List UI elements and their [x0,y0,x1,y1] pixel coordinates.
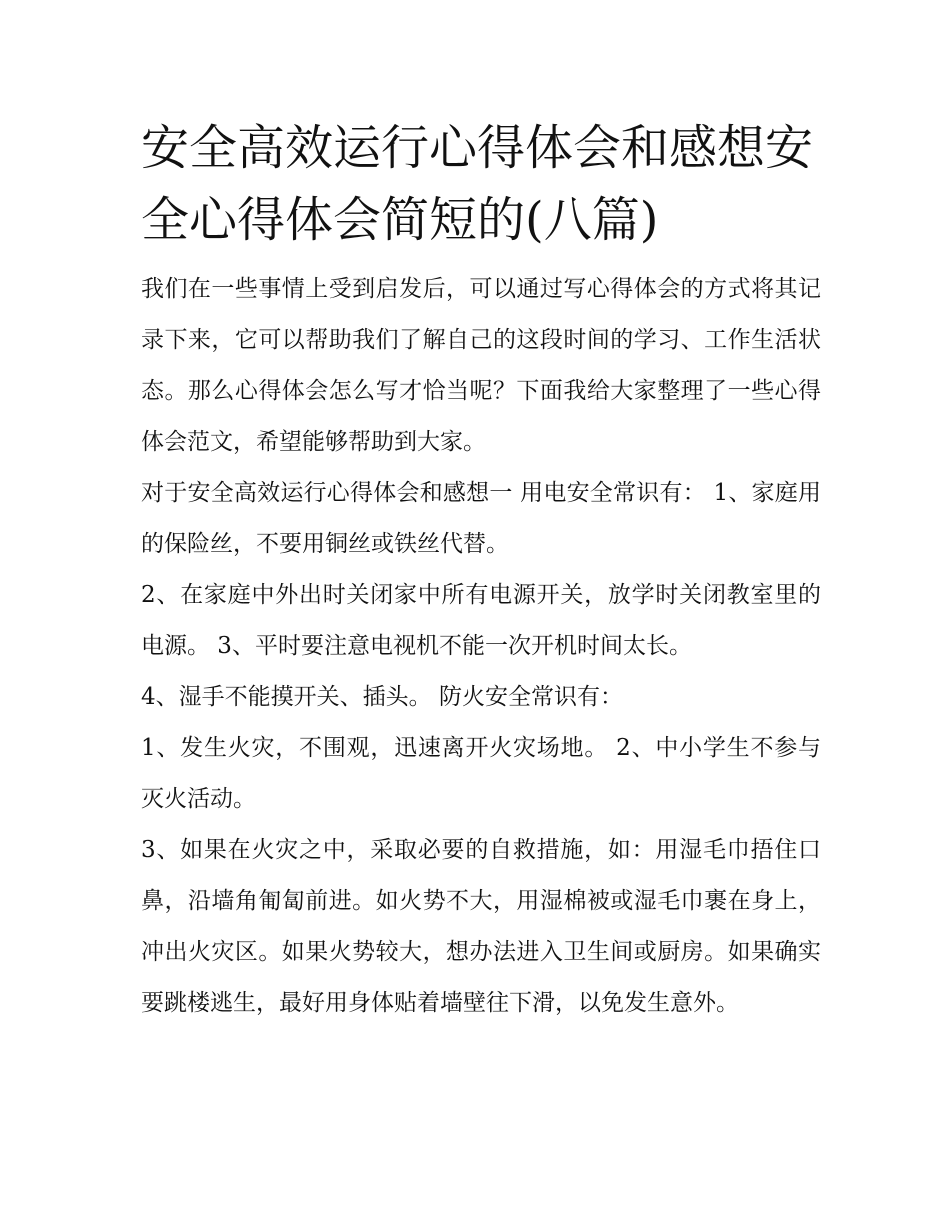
paragraph-electric-safety: 对于安全高效运行心得体会和感想一 用电安全常识有： 1、家庭用的保险丝，不要用铜丝或铁丝代替。 [141,480,821,557]
document-body [141,264,821,1029]
document-page [141,112,821,1029]
paragraph-self-rescue: 3、如果在火灾之中，采取必要的自救措施，如：用湿毛巾捂住口鼻，沿墙角匍匐前进。如火势不大，用湿棉被或湿毛巾裹在身上，冲出火灾区。如果火势较大，想办法进入卫生间或厨房。如果确实要跳楼逃生，最好用身体贴着墙壁往下滑，以免发生意外。 [141,837,821,1016]
paragraph-fire-safety-heading: 4、湿手不能摸开关、插头。 防火安全常识有： [141,684,623,710]
intro-paragraph: 我们在一些事情上受到启发后，可以通过写心得体会的方式将其记录下来，它可以帮助我们了解自己的这段时间的学习、工作生活状态。那么心得体会怎么写才恰当呢？下面我给大家整理了一些心得体会范文，希望能够帮助到大家。 [141,276,821,455]
paragraph-power-switches: 2、在家庭中外出时关闭家中所有电源开关，放学时关闭教室里的电源。 3、平时要注意电视机不能一次开机时间太长。 [141,582,821,659]
paragraph-leave-fire-scene: 1、发生火灾，不围观，迅速离开火灾场地。 2、中小学生不参与灭火活动。 [141,735,821,812]
document-title: 安全高效运行心得体会和感想安全心得体会简短的(八篇) [141,120,814,248]
